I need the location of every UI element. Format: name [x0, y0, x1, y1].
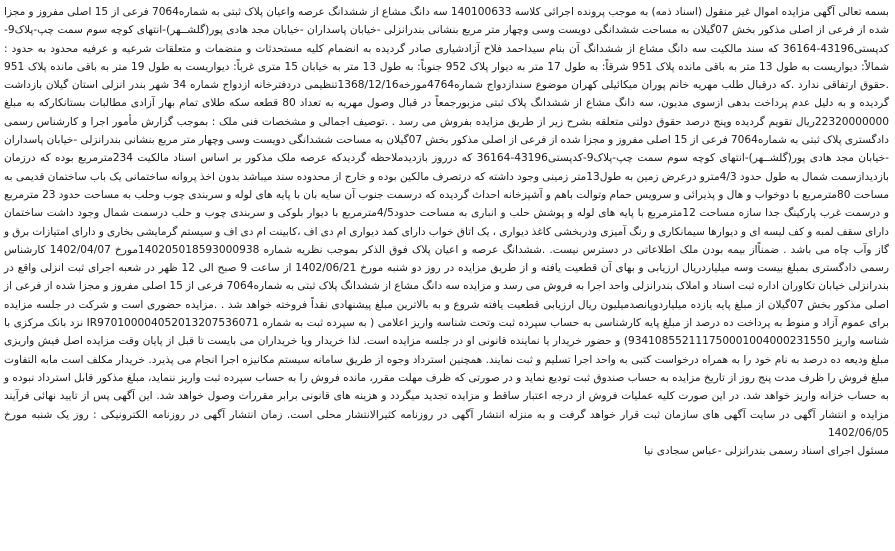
notice-signature: مسئول اجرای اسناد رسمی بندرانزلی -عباس سجادی نیا	[644, 445, 889, 458]
notice-body-text: بسمه تعالی آگهی مزایده اموال غیر منقول (اسناد ذمه) به موجب پرونده اجرائی کلاسه 140100633 سه دانگ مشاع از ششدانگ عرصه واعیان پلاک ثبتی به شماره7064 فرعی از 15 اصلی مفروز و مجزا شده از فرعی از اصلی مذکور بخش 07گیلان به مساحت ششدانگی دویست وسی وچهار متر مربع بنشانی بندرانزلی -خیابان پاسداران -خیابان مجد هادی پور(گلشــهر)-انتهای کوچه سوم سمت چپ-پلاک9-کدپستی43196-36164 که سند مالکیت سه دانگ مشاع از ششدانگ آن بنام سیداحمد فلاح آزادشیاری صادر گردیده به انضمام کلیه مستحدثات و منضمات و متعلقات شرعیه و عرفیه محدود به حدود : شمالاً: دیواریست به طول 13 متر به باقی مانده پلاک 951 شرقاً: به طول 17 متر به دیوار پلاک 952 جنوباً: به طول 13 متر به خیابان 15 متری غرباً: دیواریست به طول 19 متر به باقی مانده پلاک 951 .حقوق ارتفاقی ندارد .که درقبال طلب مهریه خانم پوران میکائیلی کهران موضوع سندازدواج شماره4764مورخه1368/12/16تنظیمی دردفترخانه ازدواج شماره 34 شهر بندر انزلی استان گیلان بازداشت گردیده و به دلیل عدم پرداخت بدهی ازسوی مدیون، سه دانگ مشاع از ششدانگ پلاک ثبتی مزبورجمعاً در قبال وصول مهریه به تعداد 80 قطعه سکه طلای تمام بهار آزادی مطالبات بستانکارکه به مبلغ 22320000000ریال تقویم گردیده وپنج درصد حقوق دولتی متعلقه بشرح زیر از طریق مزایده بفروش می رسد . .توصیف اجمالی و مشخصات فنی ملک : بموجب گزارش مأمور اجرا و کارشناس رسمی دادگستری پلاک ثبتی به شماره7064 فرعی از 15 اصلی مفروز و مجزا شده از فرعی از اصلی مذکور بخش 07گیلان به مساحت ششدانگی دویست وسی وچهار متر مربع بنشانی بندرانزلی -خیابان پاسداران -خیابان مجد هادی پور(گلشــهر)-انتهای کوچه سوم سمت چپ-پلاک9-کدپستی43196-36164 که درروز بازدیدملاحظه گردیدکه عرصه ملک مذکور بر اساس اسناد مالکیت 234مترمربع بوده که درزمان بازدیدازسمت شمال به طول حدود 4/3مترو درعرض زمین به طول13متر زمینی وجود داشته که درتصرف مالکین بوده و خارج از محدوده سند میباشد بدون اخذ پروانه ساختمانی یک باب ساختمان قدیمی به مساحت 80مترمربع با دوخواب و هال و پذیرائی و سرویس حمام وتوالت باهم و آشپزخانه احداث گردیده که درسمت جنوب آن سایه بان با پایه های لوله و سربندی چوب وحلب به مساحت حدود 23 مترمربع و درسمت غرب پارکینگ جدا سازه مساحت 12مترمربع با پایه های لوله و پوشش حلب و انباری به مساحت حدود4/5مترمربع با دیوار بلوکی و سربندی چوب و حلب درسمت شمال وجود داشت ساختمان دارای سقف لمبه و کف لیسه ای و دیوارها سیمانکاری و رنگ آمیزی ودربخشی کاغذ دیواری ، یک اتاق خواب دارای کمد دیواری ام دی اف ،کابینت ام دی اف و سیستم گرمایشی بخاری و دارای امتیازات برق و گاز وآب چاه می باشد . ضمناًاز بیمه بودن ملک اطلاعاتی در دسترس نیست. .ششدانگ عرصه و اعیان پلاک فوق الذکر بموجب نظریه شماره 140205018593000938مورخ 1402/04/07 کارشناس رسمی دادگستری بمبلغ بیست وسه میلیاردریال ارزیابی و بهای آن قطعیت یافته و از طریق مزایده در روز دو شنبه مورخ 1402/06/21 از ساعت 9 صبح الی 12 ظهر در شعبه اجرای ثبت انزلی واقع در بندرانزلی خیابان تکاوران اداره ثبت اسناد و املاک بندرانزلی واحد اجرا به فروش می رسد و مزایده سه دانگ مشاع از ششدانگ پلاک ثبتی به شماره7064 فرعی از 15 اصلی مفروز و مجزا شده از فرعی از اصلی مذکور بخش 07گیلان از مبلغ پایه یازده میلیاردوپانصدمیلیون ریال ارزیابی قطعیت یافته شروع و به بالاترین مبلغ پیشنهادی نقداً فروخته خواهد شد . .مزایده حضوری است و شرکت در جلسه مزایده برای عموم آزاد و منوط به پرداخت ده درصد از مبلغ پایه کارشناسی به حساب سپرده ثبت وتحت شناسه واریز اعلامی ( به سپرده ثبت به شماره IR970100004052013207536071 نزد بانک مرکزی با شناسه واریز 934108552111750001004000231550) و حضور خریدار یا نماینده قانونی او در جلسه مزایده است. لذا خریدار ویا خریداران می بایست تا قبل از پایان وقت مزایده اصل فیش واریزی مبلغ ودیعه ده درصد به نام خود را به همراه درخواست کتبی به واحد اجرا تسلیم و ثبت نمایند. همچنین استرداد وجوه از طریق سامانه سیستم مکانیزه اجرا انجام می پذیرد. خریدار مکلف است مابه التفاوت مبلغ فروش را ظرف مدت پنج روز از تاریخ مزایده به حساب صندوق ثبت تودیع نماید و در صورتی که ظرف مهلت مقرر، مانده فروش را به حساب سپرده ثبت واریز ننماید، مبلغ مذکور قابل استرداد نبوده و به حساب خزانه واریز خواهد شد. در این صورت کلیه عملیات فروش از درجه اعتبار ساقط و مزایده تجدید میگردد و هزینه های قانونی برابر مقررات وصول خواهد شد. این آگهی پس از تایید نهائی فرآیند مزایده و انتشار آگهی در سایت آگهی های سازمان ثبت قرار خواهد گرفت و به منزله انتشار آگهی در روزنامه کثیرالانتشار محلی است. زمان انتشار آگهی در روزنامه الکترونیکی : روز یک شنبه مورخ 1402/06/05	[4, 6, 890, 439]
